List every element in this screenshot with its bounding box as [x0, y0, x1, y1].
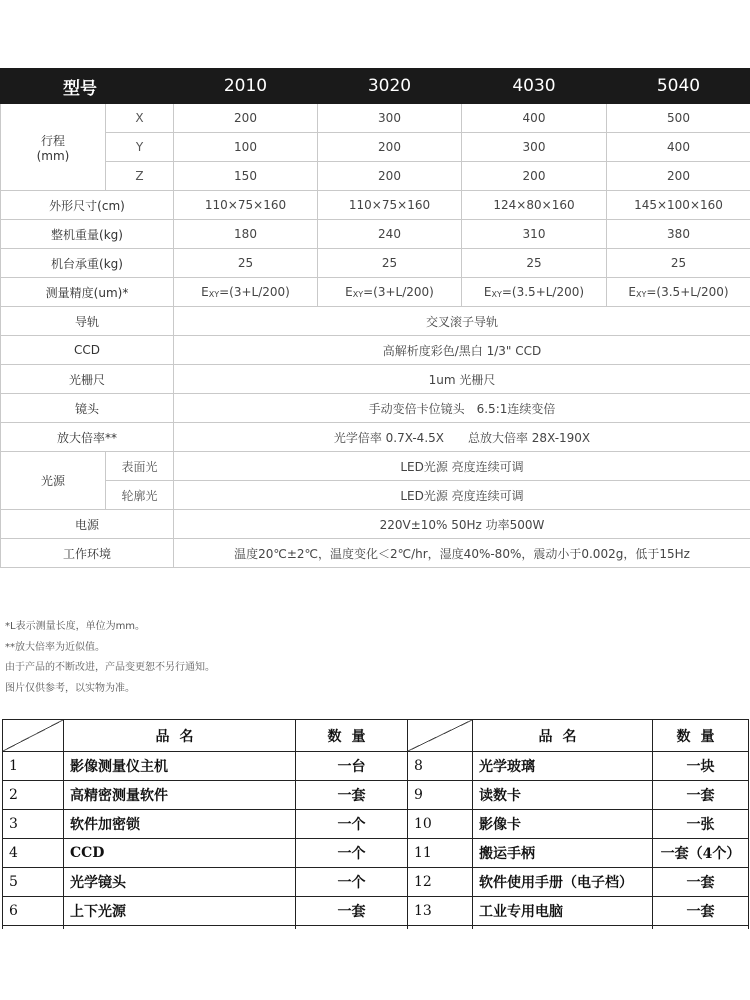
spec-cell: 200 [318, 162, 462, 191]
lens-value: 手动变倍卡位镜头 6.5:1连续变倍 [174, 394, 750, 423]
light-label: 光源 [1, 452, 106, 510]
item-qty: 一个 [296, 810, 408, 839]
axis-z: Z [106, 162, 174, 191]
item-number: 11 [408, 839, 473, 868]
spec-cell: 124×80×160 [462, 191, 607, 220]
footnote: *L表示测量长度，单位为mm。 [5, 621, 146, 632]
environment-value: 温度20℃±2℃，温度变化＜2℃/hr，湿度40%-80%，震动小于0.002g，低于15Hz [174, 539, 750, 568]
magnification-label: 放大倍率** [1, 423, 174, 452]
spec-cell: 200 [462, 162, 607, 191]
qty-header-left: 数量 [296, 720, 408, 752]
power-value: 220V±10% 50Hz 功率500W [174, 510, 750, 539]
item-qty: 一套 [653, 868, 749, 897]
item-name: 搬运手柄 [473, 839, 653, 868]
light-sub-contour: 轮廓光 [106, 481, 174, 510]
spec-cell: 400 [607, 133, 750, 162]
item-qty: 一套 [653, 781, 749, 810]
spec-cell: 200 [607, 162, 750, 191]
item-qty: 一套（4个） [653, 839, 749, 868]
axis-y: Y [106, 133, 174, 162]
spec-cell: 100 [174, 133, 318, 162]
item-qty: 一个 [296, 868, 408, 897]
item-name: 工业专用电脑 [473, 897, 653, 926]
travel-row-y [1, 133, 750, 162]
accuracy-row [1, 278, 750, 307]
footnote: 图片仅供参考，以实物为准。 [5, 682, 135, 694]
weight-label: 整机重量(kg) [1, 220, 174, 249]
light-sub-surface: 表面光 [106, 452, 174, 481]
table-row [3, 868, 749, 897]
qty-header-right: 数量 [653, 720, 749, 752]
item-number: 13 [408, 897, 473, 926]
lens-row [1, 394, 750, 423]
item-name: 读数卡 [473, 781, 653, 810]
diagonal-header-cell [3, 720, 64, 752]
spec-cell: 110×75×160 [318, 191, 462, 220]
footnote: **放大倍率为近似值。 [5, 641, 105, 653]
spec-header-row [1, 69, 750, 104]
item-name: 光学玻璃 [473, 752, 653, 781]
light-row-surface [1, 452, 750, 481]
item-qty: 一块 [653, 752, 749, 781]
spec-cell: 300 [462, 133, 607, 162]
footnotes [5, 617, 525, 699]
table-row [3, 897, 749, 926]
travel-row-x [1, 104, 750, 133]
item-name: CCD [64, 839, 296, 868]
weight-row [1, 220, 750, 249]
item-number: 1 [3, 752, 64, 781]
accuracy-label: 测量精度(um)* [1, 278, 174, 307]
table-row [3, 752, 749, 781]
spec-cell: 200 [174, 104, 318, 133]
item-name: 上下光源 [64, 897, 296, 926]
table-row [3, 839, 749, 868]
item-number: 8 [408, 752, 473, 781]
page-cutoff [0, 929, 750, 1000]
item-name: 光学镜头 [64, 868, 296, 897]
accuracy-cell: EXY=(3.5+L/200) [607, 278, 750, 307]
spec-cell: 145×100×160 [607, 191, 750, 220]
accuracy-cell: EXY=(3+L/200) [318, 278, 462, 307]
accuracy-cell: EXY=(3.5+L/200) [462, 278, 607, 307]
ccd-value: 高解析度彩色/黑白 1/3" CCD [174, 336, 750, 365]
item-name: 影像测量仪主机 [64, 752, 296, 781]
packing-list-table [2, 719, 749, 955]
spec-cell: 25 [462, 249, 607, 278]
spec-cell: 240 [318, 220, 462, 249]
axis-x: X [106, 104, 174, 133]
guide-value: 交叉滚子导轨 [174, 307, 750, 336]
scale-row [1, 365, 750, 394]
diagonal-header-cell [408, 720, 473, 752]
guide-row [1, 307, 750, 336]
spec-cell: 25 [174, 249, 318, 278]
item-qty: 一台 [296, 752, 408, 781]
spec-cell: 25 [318, 249, 462, 278]
accuracy-cell: EXY=(3+L/200) [174, 278, 318, 307]
item-number: 9 [408, 781, 473, 810]
table-row [3, 781, 749, 810]
travel-label-line1: 行程 [40, 133, 65, 148]
item-name: 影像卡 [473, 810, 653, 839]
item-qty: 一个 [296, 839, 408, 868]
power-row [1, 510, 750, 539]
spec-cell: 25 [607, 249, 750, 278]
magnification-value: 光学倍率 0.7X-4.5X 总放大倍率 28X-190X [174, 423, 750, 452]
environment-label: 工作环境 [1, 539, 174, 568]
spec-cell: 150 [174, 162, 318, 191]
item-number: 2 [3, 781, 64, 810]
spec-cell: 380 [607, 220, 750, 249]
light-value-contour: LED光源 亮度连续可调 [174, 481, 750, 510]
spec-cell: 500 [607, 104, 750, 133]
scale-label: 光栅尺 [1, 365, 174, 394]
item-number: 3 [3, 810, 64, 839]
item-number: 12 [408, 868, 473, 897]
spec-table [0, 68, 750, 568]
dimension-row [1, 191, 750, 220]
travel-label-line2: (mm) [36, 148, 70, 163]
guide-label: 导轨 [1, 307, 174, 336]
item-number: 6 [3, 897, 64, 926]
spec-cell: 180 [174, 220, 318, 249]
item-qty: 一套 [296, 897, 408, 926]
spec-cell: 200 [318, 133, 462, 162]
packing-header-row [3, 720, 749, 752]
ccd-row [1, 336, 750, 365]
name-header-left: 品名 [64, 720, 296, 752]
travel-label [1, 104, 106, 191]
item-number: 4 [3, 839, 64, 868]
environment-row [1, 539, 750, 568]
model-label: 型号 [1, 69, 174, 104]
light-value-surface: LED光源 亮度连续可调 [174, 452, 750, 481]
spec-cell: 300 [318, 104, 462, 133]
spec-cell: 310 [462, 220, 607, 249]
footnote: 由于产品的不断改进，产品变更恕不另行通知。 [5, 662, 215, 673]
light-row-contour [1, 481, 750, 510]
model-5040: 5040 [607, 69, 750, 104]
travel-row-z [1, 162, 750, 191]
item-number: 10 [408, 810, 473, 839]
item-number: 5 [3, 868, 64, 897]
dimension-label: 外形尺寸(cm) [1, 191, 174, 220]
spec-cell: 110×75×160 [174, 191, 318, 220]
model-3020: 3020 [318, 69, 462, 104]
name-header-right: 品名 [473, 720, 653, 752]
magnification-row [1, 423, 750, 452]
lens-label: 镜头 [1, 394, 174, 423]
load-label: 机台承重(kg) [1, 249, 174, 278]
scale-value: 1um 光栅尺 [174, 365, 750, 394]
item-name: 高精密测量软件 [64, 781, 296, 810]
load-row [1, 249, 750, 278]
spec-cell: 400 [462, 104, 607, 133]
item-qty: 一套 [653, 897, 749, 926]
model-4030: 4030 [462, 69, 607, 104]
item-name: 软件使用手册（电子档） [473, 868, 653, 897]
ccd-label: CCD [1, 336, 174, 365]
item-qty: 一套 [296, 781, 408, 810]
model-2010: 2010 [174, 69, 318, 104]
item-name: 软件加密锁 [64, 810, 296, 839]
table-row [3, 810, 749, 839]
item-qty: 一张 [653, 810, 749, 839]
power-label: 电源 [1, 510, 174, 539]
